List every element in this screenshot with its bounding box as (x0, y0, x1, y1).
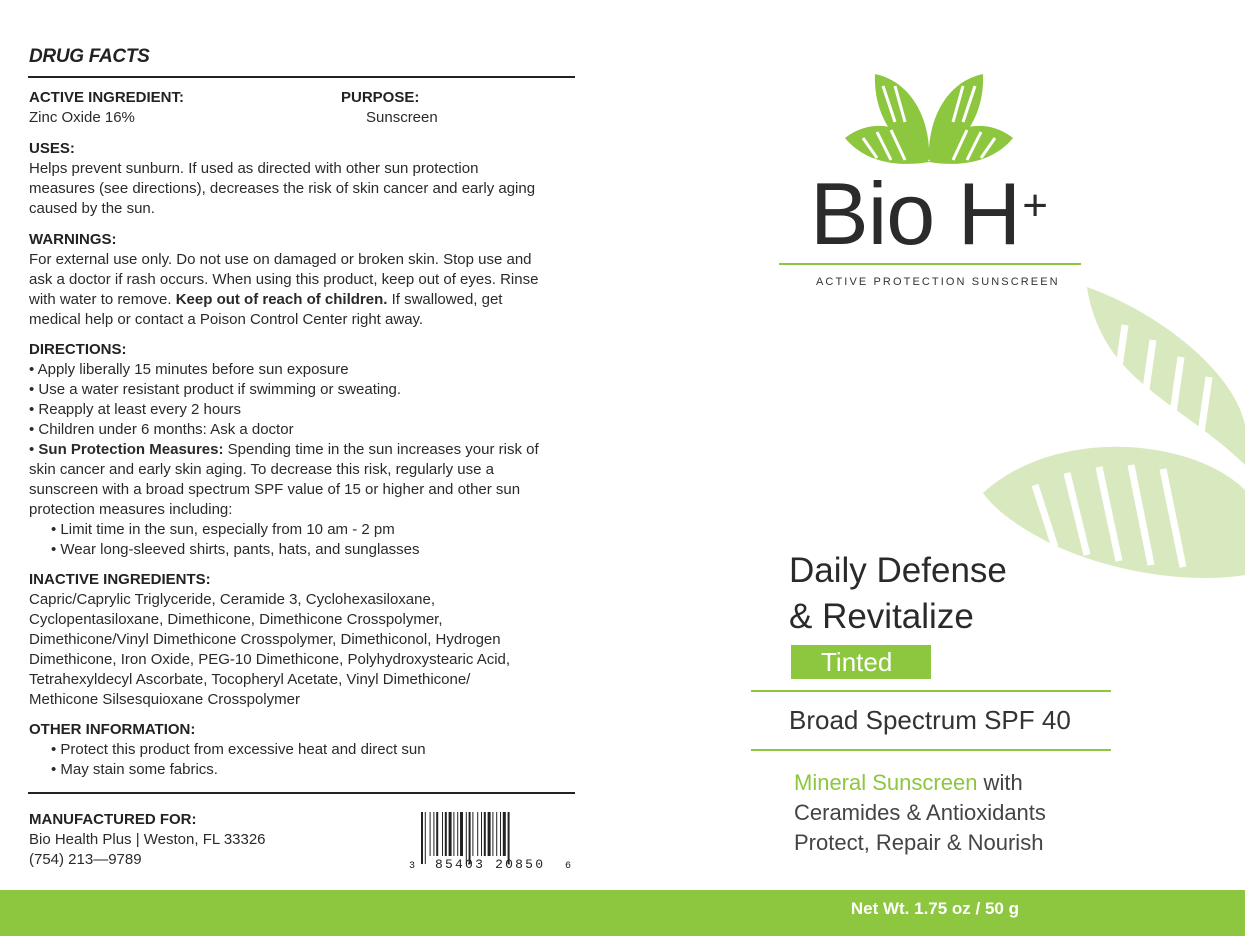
divider (28, 76, 575, 78)
sun-protection-line: protection measures including: (29, 501, 233, 518)
barcode-bar (484, 812, 486, 856)
feature-highlight: Mineral Sunscreen (794, 770, 978, 795)
barcode (409, 810, 574, 870)
warnings-line: medical help or contact a Poison Control Center right away. (29, 311, 424, 328)
brand-plus: + (1022, 181, 1047, 230)
uses-line: measures (see directions), decreases the risk of skin cancer and early aging (29, 180, 536, 197)
purpose-value: Sunscreen (366, 109, 438, 126)
feature-line-rest: with (977, 770, 1023, 795)
product-name-line: & Revitalize (789, 597, 974, 636)
inactive-line: Dimethicone/Vinyl Dimethicone Crosspolymer, Dimethiconol, Hydrogen (29, 631, 501, 648)
barcode-bar (460, 812, 463, 856)
directions-item: • Apply liberally 15 minutes before sun exposure (29, 361, 349, 378)
sun-protection-line: sunscreen with a broad spectrum SPF value of 15 or higher and other sun (29, 481, 521, 498)
barcode-bar (449, 812, 452, 856)
barcode-bar (457, 812, 458, 856)
inactive-line: Capric/Caprylic Triglyceride, Ceramide 3, Cyclohexasiloxane, (29, 591, 435, 608)
warnings-line: ask a doctor if rash occurs. When using this product, keep out of eyes. Rinse (29, 271, 539, 288)
variant-badge: Tinted (791, 645, 931, 679)
manufacturer-label: MANUFACTURED FOR: (29, 811, 197, 828)
uses-line: Helps prevent sunburn. If used as directed with other sun protection (29, 160, 479, 177)
brand-tagline: ACTIVE PROTECTION SUNSCREEN (816, 276, 1060, 288)
inactive-line: Dimethicone, Iron Oxide, PEG-10 Dimethicone, Polyhydroxystearic Acid, (29, 651, 511, 668)
barcode-bar (436, 812, 438, 856)
net-weight: Net Wt. 1.75 oz / 50 g (850, 899, 1019, 918)
brand-underline (779, 263, 1081, 265)
divider (751, 749, 1111, 751)
uses-line: caused by the sun. (29, 200, 155, 217)
barcode-bar (421, 812, 423, 864)
other-information-text (29, 740, 426, 780)
brand-name: Bio H (810, 164, 1021, 263)
barcode-bar (496, 812, 497, 856)
barcode-bar (492, 812, 493, 856)
directions-item: • Children under 6 months: Ask a doctor (29, 421, 294, 438)
barcode-bar (488, 812, 491, 856)
uses-label: USES: (29, 140, 75, 157)
sun-protection-rest: Spending time in the sun increases your risk of (223, 441, 539, 458)
other-information-label: OTHER INFORMATION: (29, 721, 196, 738)
background-leaf-graphic (975, 285, 1245, 585)
sun-protection-line (29, 440, 539, 460)
inactive-line: Cyclopentasiloxane, Dimethicone, Dimethicone Crosspolymer, (29, 611, 443, 628)
barcode-bar (433, 812, 434, 856)
footer-bar (0, 890, 1245, 936)
barcode-bar (445, 812, 447, 856)
keep-out-of-reach: Keep out of reach of children. (175, 291, 388, 308)
feature-line: Ceramides & Antioxidants (794, 800, 1046, 825)
barcode-bar (430, 812, 431, 856)
barcode-bar (425, 812, 426, 864)
directions-label: DIRECTIONS: (29, 341, 127, 358)
inactive-ingredients-label: INACTIVE INGREDIENTS: (29, 571, 211, 588)
barcode-bars (409, 810, 574, 872)
spf-label: Broad Spectrum SPF 40 (789, 705, 1071, 735)
product-name-line: Daily Defense (789, 551, 1007, 590)
barcode-right-digit: 6 (565, 861, 572, 872)
barcode-bar (453, 812, 454, 856)
inactive-ingredients-text (29, 590, 510, 710)
sun-protection-subitem: • Limit time in the sun, especially from 10 am - 2 pm (51, 521, 395, 538)
divider (28, 792, 575, 794)
product-features (794, 768, 1046, 858)
directions-text (29, 360, 539, 560)
sun-protection-line: skin cancer and early skin aging. To decrease this risk, regularly use a (29, 461, 494, 478)
barcode-left-digit: 3 (409, 861, 416, 872)
barcode-bar (442, 812, 443, 856)
leaf-logo-icon (843, 72, 1015, 164)
feature-line: Protect, Repair & Nourish (794, 830, 1044, 855)
warnings-label: WARNINGS: (29, 231, 117, 248)
barcode-bar (477, 812, 478, 856)
manufacturer-text (29, 830, 266, 870)
directions-item: • Reapply at least every 2 hours (29, 401, 242, 418)
inactive-line: Methicone Silsesquioxane Crosspolymer (29, 691, 300, 708)
warnings-line: For external use only. Do not use on damaged or broken skin. Stop use and (29, 251, 532, 268)
barcode-number: 85403 20850 (435, 857, 543, 872)
active-ingredient-label: ACTIVE INGREDIENT: (29, 89, 185, 106)
purpose-label: PURPOSE: (341, 89, 420, 106)
inactive-line: Tetrahexyldecyl Ascorbate, Tocopheryl Acetate, Vinyl Dimethicone/ (29, 671, 471, 688)
uses-text (29, 159, 535, 219)
manufacturer-line: (754) 213—9789 (29, 851, 142, 868)
product-name (789, 548, 1007, 640)
sun-protection-heading: Sun Protection Measures: (38, 441, 224, 458)
warnings-line-post: If swallowed, get (387, 291, 503, 308)
feature-line (794, 768, 1046, 798)
active-ingredient-value: Zinc Oxide 16% (29, 109, 135, 126)
barcode-bar (503, 812, 506, 856)
sun-protection-subitem: • Wear long-sleeved shirts, pants, hats, and sunglasses (51, 541, 420, 558)
divider (751, 690, 1111, 692)
barcode-bar (481, 812, 482, 856)
warnings-text (29, 250, 538, 330)
barcode-bar (472, 812, 473, 856)
directions-item: • Use a water resistant product if swimming or sweating. (29, 381, 402, 398)
warnings-line (29, 290, 538, 310)
bullet: • (29, 441, 39, 458)
drug-facts-title: DRUG FACTS (29, 46, 150, 67)
other-item: • Protect this product from excessive heat and direct sun (51, 741, 426, 758)
barcode-bar (500, 812, 501, 856)
warnings-line-pre: with water to remove. (29, 291, 176, 308)
other-item: • May stain some fabrics. (51, 761, 218, 778)
manufacturer-line: Bio Health Plus | Weston, FL 33326 (29, 831, 266, 848)
brand-logo-text (810, 164, 1047, 263)
